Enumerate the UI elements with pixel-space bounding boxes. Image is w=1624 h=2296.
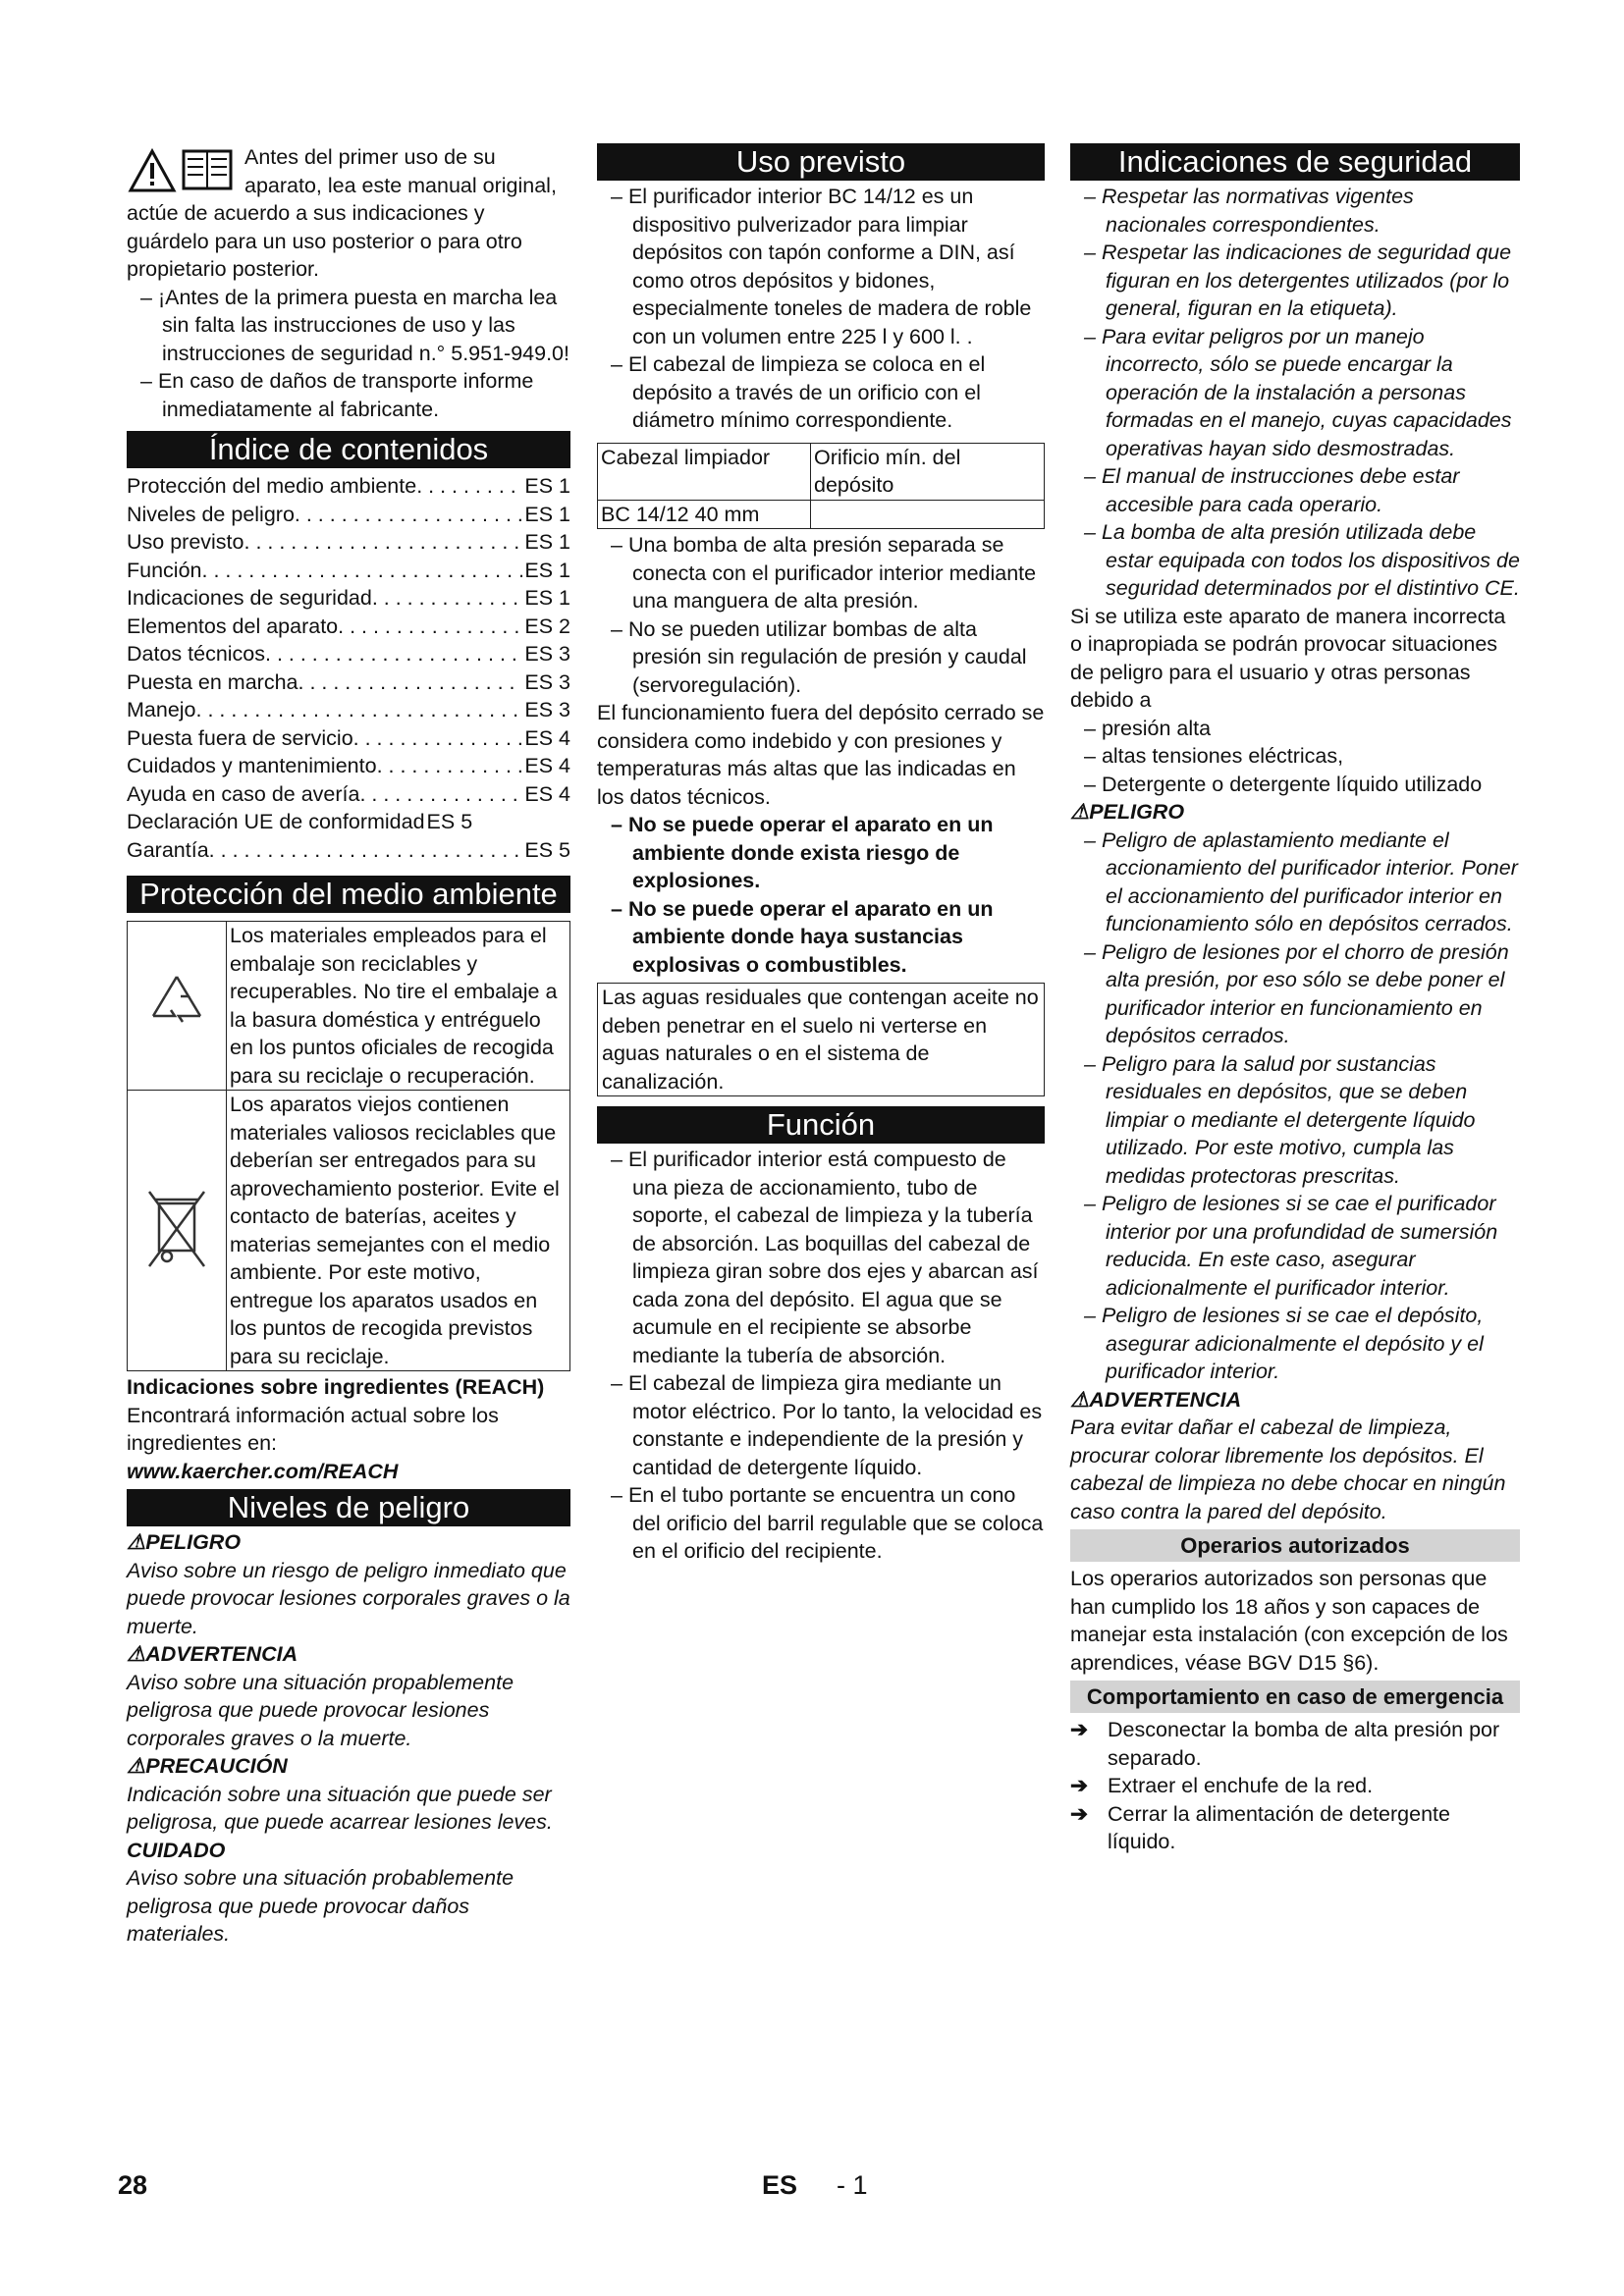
- toc-item[interactable]: Manejo . . . ES 3: [127, 696, 570, 724]
- peligro-bullet: – Peligro de aplastamiento mediante el accionamiento del purificador interior. Poner el accionamiento del purificador interior en funcionamiento sólo en depósitos cerrados.: [1070, 827, 1520, 938]
- emergency-step: ➔ Cerrar la alimentación de detergente líquido.: [1070, 1801, 1450, 1853]
- use-bold-bullet: – No se puede operar el aparato en un ambiente donde exista riesgo de explosiones.: [597, 811, 1045, 895]
- peligro-bullet: – Peligro de lesiones si se cae el purificador interior por una profundidad de sumersión reducida. En este caso, asegurar adicionalmente el purificador interior.: [1070, 1190, 1520, 1302]
- function-bullet: – En el tubo portante se encuentra un cono del orificio del barril regulable que se coloca en el orificio del recipiente.: [597, 1481, 1045, 1566]
- safety-bullet: – Para evitar peligros por un manejo incorrecto, sólo se puede encargar la operación de la instalación a personas formadas en el manejo, cuyas capacidades operativas hayan sido desmostradas.: [1070, 323, 1520, 463]
- safety-bullet: – El manual de instrucciones debe estar accesible para cada operario.: [1070, 462, 1520, 518]
- advert-label: ⚠ADVERTENCIA: [1070, 1387, 1242, 1412]
- hazard-item: – Detergente o detergente líquido utilizado: [1070, 771, 1520, 799]
- intro-bullet: – En caso de daños de transporte informe inmediatamente al fabricante.: [127, 367, 570, 423]
- peligro-label: ⚠PELIGRO: [1070, 800, 1185, 824]
- page-number: 28: [118, 2170, 148, 2200]
- toc-item[interactable]: Puesta en marcha . . . ES 3: [127, 668, 570, 697]
- peligro-bullet: – Peligro de lesiones por el chorro de presión alta presión, por eso sólo se debe poner el purificador interior en funcionamiento en depósitos cerrados.: [1070, 938, 1520, 1050]
- operators-heading: Operarios autorizados: [1070, 1529, 1520, 1562]
- warning-triangle-icon: ⚠: [127, 1530, 146, 1554]
- use-bold-bullet: – No se puede operar el aparato en un ambiente donde haya sustancias explosivas o combustibles.: [597, 895, 1045, 980]
- wastewater-note: Las aguas residuales que contengan aceite no deben penetrar en el suelo ni verterse en aguas naturales o en el sistema de canalización.: [597, 983, 1045, 1096]
- use-bullet: – Una bomba de alta presión separada se conecta con el purificador interior mediante una manguera de alta presión.: [597, 531, 1045, 615]
- peligro-bullet: – Peligro para la salud por sustancias residuales en depósitos, que se deben limpiar o mediante el detergente líquido utilizado. Por este motivo, cumpla las medidas protectoras prescritas.: [1070, 1050, 1520, 1191]
- toc-item[interactable]: Indicaciones de seguridad . . . ES 1: [127, 584, 570, 613]
- advert-text: Para evitar dañar el cabezal de limpieza, procurar colorar libremente los depósitos. El cabezal de limpieza no debe chocar en ningún caso contra la pared del depósito.: [1070, 1415, 1506, 1523]
- safety-heading: Indicaciones de seguridad: [1070, 143, 1520, 181]
- safety-bullet: – La bomba de alta presión utilizada debe estar equipada con todos los dispositivos de seguridad determinados por el distintivo CE.: [1070, 518, 1520, 603]
- use-bullet: – No se pueden utilizar bombas de alta presión sin regulación de presión y caudal (servoregulación).: [597, 615, 1045, 700]
- toc-item[interactable]: Función . . . ES 1: [127, 557, 570, 585]
- warning-triangle-icon: ⚠: [127, 1754, 146, 1778]
- toc-item[interactable]: Cuidados y mantenimiento . . . ES 4: [127, 752, 570, 780]
- safety-bullet: – Respetar las normativas vigentes nacionales correspondientes.: [1070, 183, 1520, 239]
- column-left: [127, 143, 570, 1949]
- env-recycle-text: Los materiales empleados para el embalaje son reciclables y recuperables. No tire el embalaje a la basura doméstica y entréguelo en los puntos oficiales de recogida para su reciclaje o recuperación.: [227, 922, 570, 1091]
- cuidado-text: Aviso sobre una situación probablemente peligrosa que puede provocar daños materiales.: [127, 1866, 514, 1946]
- column-right: [1070, 143, 1520, 1856]
- arrow-right-icon: ➔: [1070, 1801, 1089, 1826]
- use-bullet: – El purificador interior BC 14/12 es un dispositivo pulverizador para limpiar depósitos con tapón conforme a DIN, así como otros depósitos y bidones, especialmente toneles de madera de roble con un volumen entre 225 l y 600 l. .: [597, 183, 1045, 350]
- safety-paragraph: Si se utiliza este aparato de manera incorrecta o inapropiada se podrán provocar situaciones de peligro para el usuario y otras personas debido a: [1070, 604, 1506, 712]
- danger-heading: Niveles de peligro: [127, 1489, 570, 1526]
- danger-levels: [127, 1528, 570, 1949]
- cuidado-label: CUIDADO: [127, 1838, 226, 1862]
- table-cell: [811, 500, 1045, 529]
- safety-bullet: – Respetar las indicaciones de seguridad que figuran en los detergentes utilizados (por lo general, figuran en la etiqueta).: [1070, 239, 1520, 323]
- footer-lang: ES - 1: [762, 2170, 868, 2200]
- danger-text: Aviso sobre un riesgo de peligro inmediato que puede provocar lesiones corporales graves o la muerte.: [127, 1558, 570, 1638]
- toc-item[interactable]: Puesta fuera de servicio . . . ES 4: [127, 724, 570, 753]
- table-header: Orificio mín. del depósito: [811, 443, 1045, 500]
- warning-triangle-icon: ⚠: [1070, 800, 1090, 824]
- danger-label: ⚠PRECAUCIÓN: [127, 1754, 288, 1778]
- emergency-step: ➔ Desconectar la bomba de alta presión por separado.: [1070, 1718, 1500, 1770]
- toc-item[interactable]: Elementos del aparato . . . ES 2: [127, 613, 570, 641]
- danger-text: Aviso sobre una situación propablemente peligrosa que puede provocar lesiones corporales graves o la muerte.: [127, 1670, 514, 1750]
- toc-list: [127, 472, 570, 864]
- use-bullet: – El cabezal de limpieza se coloca en el depósito a través de un orificio con el diámetro mínimo correspondiente.: [597, 350, 1045, 435]
- toc-item[interactable]: Declaración UE de conformidad ES 5: [127, 810, 473, 833]
- function-bullet: – El purificador interior está compuesto de una pieza de accionamiento, tubo de soporte, el cabezal de limpieza y la tubería de absorción. Las boquillas del cabezal de limpieza giran sobre dos ejes y abarcan así cada zona del depósito. El agua que se acumule en el recipiente se absorbe mediante la tubería de absorción.: [597, 1146, 1045, 1369]
- warning-triangle-icon: ⚠: [127, 1642, 146, 1666]
- intro-text: Antes del primer uso de su aparato, lea este manual original, actúe de acuerdo a sus indicaciones y guárdelo para un uso posterior o para otro propietario posterior.: [127, 145, 557, 281]
- crossed-bin-icon: [145, 1184, 208, 1270]
- reach-heading: Indicaciones sobre ingredientes (REACH): [127, 1375, 545, 1399]
- use-heading: Uso previsto: [597, 143, 1045, 181]
- recycle-icon-cell: [128, 922, 227, 1091]
- hazard-item: – altas tensiones eléctricas,: [1070, 742, 1520, 771]
- toc-item[interactable]: Ayuda en caso de avería . . . ES 4: [127, 780, 570, 809]
- weee-icon-cell: [128, 1091, 227, 1371]
- env-weee-text: Los aparatos viejos contienen materiales valiosos reciclables que deberían ser entregados para su aprovechamiento posterior. Evite el contacto de baterías, aceites y materias semejantes con el medio ambiente. Por este motivo, entregue los aparatos usados en los puntos de recogida previstos para su reciclaje.: [227, 1091, 570, 1371]
- intro-block: [127, 143, 570, 423]
- arrow-right-icon: ➔: [1070, 1774, 1089, 1797]
- column-middle: [597, 143, 1045, 1566]
- hazard-item: – presión alta: [1070, 715, 1520, 743]
- reach-link[interactable]: www.kaercher.com/REACH: [127, 1459, 399, 1483]
- toc-item[interactable]: Niveles de peligro . . . ES 1: [127, 501, 570, 529]
- warning-manual-icon: [127, 143, 241, 196]
- toc-item[interactable]: Protección del medio ambiente . . . ES 1: [127, 472, 570, 501]
- recycle-icon: [145, 971, 208, 1034]
- use-paragraph: El funcionamiento fuera del depósito cerrado se considera como indebido y con presiones y temperaturas más altas que las indicadas en los datos técnicos.: [597, 701, 1045, 809]
- danger-label: ⚠ADVERTENCIA: [127, 1642, 298, 1666]
- table-cell: BC 14/12 40 mm: [598, 500, 811, 529]
- peligro-bullet: – Peligro de lesiones si se cae el depósito, asegurar adicionalmente el depósito y el purificador interior.: [1070, 1302, 1520, 1386]
- toc-item[interactable]: Datos técnicos . . . ES 3: [127, 640, 570, 668]
- danger-label: ⚠PELIGRO: [127, 1530, 242, 1554]
- operators-text: Los operarios autorizados son personas que han cumplido los 18 años y son capaces de manejar esta instalación (con excepción de los aprendices, véase BGV D15 §6).: [1070, 1567, 1508, 1675]
- function-bullet: – El cabezal de limpieza gira mediante un motor eléctrico. Por lo tanto, la velocidad es constante e independiente de la presión y cantidad de detergente líquido.: [597, 1369, 1045, 1481]
- table-header: Cabezal limpiador: [598, 443, 811, 500]
- toc-item[interactable]: Garantía . . . ES 5: [127, 836, 570, 865]
- toc-heading: Índice de contenidos: [127, 431, 570, 468]
- function-heading: Función: [597, 1106, 1045, 1144]
- env-table: [127, 921, 570, 1371]
- env-heading: Protección del medio ambiente: [127, 876, 570, 913]
- toc-item[interactable]: Uso previsto . . . ES 1: [127, 528, 570, 557]
- emergency-step: ➔ Extraer el enchufe de la red.: [1070, 1772, 1520, 1800]
- arrow-right-icon: ➔: [1070, 1718, 1089, 1741]
- warning-triangle-icon: ⚠: [1070, 1387, 1090, 1412]
- intro-bullet: – ¡Antes de la primera puesta en marcha lea sin falta las instrucciones de uso y las instrucciones de seguridad n.° 5.951-949.0!: [127, 284, 570, 368]
- emergency-heading: Comportamiento en caso de emergencia: [1070, 1681, 1520, 1713]
- opening-table: [597, 443, 1045, 530]
- danger-text: Indicación sobre una situación que puede ser peligrosa, que puede acarrear lesiones leves.: [127, 1782, 553, 1834]
- reach-text: Encontrará información actual sobre los ingredientes en:: [127, 1403, 499, 1455]
